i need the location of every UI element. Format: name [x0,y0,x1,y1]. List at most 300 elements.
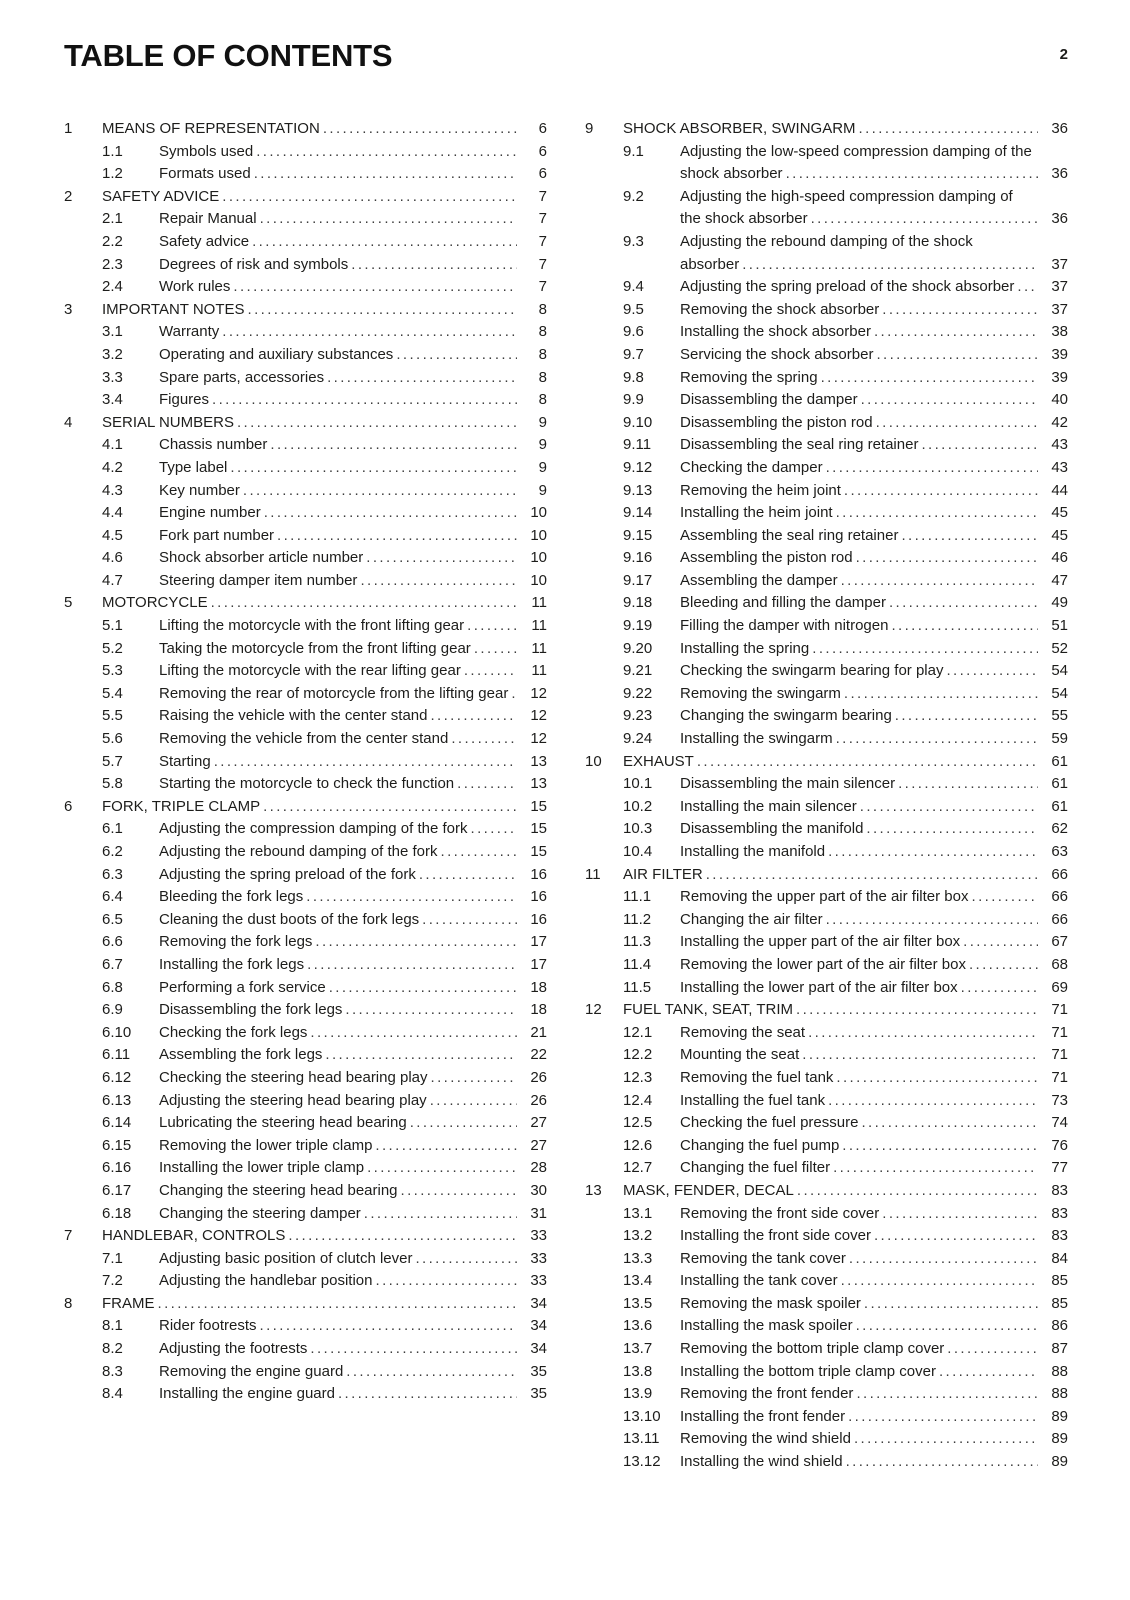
toc-chapter-row [64,796,547,819]
toc-entry-row [585,367,1068,390]
toc-entry-row [64,344,547,367]
entry-body [680,231,1068,276]
entry-title: Starting the motorcycle to check the function [159,775,455,793]
chapter-title: MOTORCYCLE [102,594,208,612]
entry-body [159,525,547,548]
entry-page-ref: 10 [517,502,547,525]
entry-number: 4.4 [102,504,123,522]
entry-title: Chassis number [159,436,268,454]
entry-title: Removing the shock absorber [680,300,880,318]
entry-number: 8.2 [102,1340,123,1358]
entry-page-ref: 27 [517,1112,547,1135]
entry-number: 7.2 [102,1272,123,1290]
entry-page-ref: 13 [517,751,547,774]
entry-title: Operating and auxiliary substances [159,345,394,363]
entry-body [159,886,547,909]
entry-page-ref: 12 [517,728,547,751]
entry-page-ref: 85 [1038,1270,1068,1293]
entry-body [159,1361,547,1384]
entry-title: Adjusting the footrests [159,1340,308,1358]
entry-number: 13.7 [623,1340,653,1358]
entry-number: 5.8 [102,775,123,793]
entry-body [159,570,547,593]
entry-title: Installing the mask spoiler [680,1317,853,1335]
entry-title: Work rules [159,278,231,296]
entry-title: Symbols used [159,142,254,160]
entry-number: 6.13 [102,1091,132,1109]
chapter-page-ref: 8 [517,299,547,322]
entry-title: Adjusting the steering head bearing play [159,1091,427,1109]
entry-title: Removing the front side cover [680,1204,880,1222]
chapter-number: 6 [64,797,73,815]
entry-number: 5.6 [102,730,123,748]
toc-entry-row [64,570,547,593]
entry-body [159,231,547,254]
entry-number: 8.1 [102,1317,123,1335]
chapter-number: 2 [64,187,73,205]
toc-entry-row [585,276,1068,299]
chapter-number: 8 [64,1294,73,1312]
toc-entry-row [585,186,1068,231]
entry-title: Engine number [159,504,261,522]
toc-chapter-row [585,864,1068,887]
entry-page-ref: 85 [1038,1293,1068,1316]
entry-title: Repair Manual [159,210,257,228]
entry-number: 9.10 [623,413,653,431]
entry-body [680,434,1068,457]
chapter-body [102,592,547,615]
entry-body [159,1112,547,1135]
toc-entry-row [64,683,547,706]
chapter-page-ref: 34 [517,1293,547,1316]
entry-page-ref: 8 [517,321,547,344]
entry-page-ref: 8 [517,344,547,367]
entry-body [680,1338,1068,1361]
entry-body [159,502,547,525]
toc-entry-row [64,1044,547,1067]
entry-title: Rider footrests [159,1317,257,1335]
entry-body [680,1451,1068,1474]
toc-chapter-row [64,186,547,209]
entry-title: Checking the damper [680,458,823,476]
entry-body [680,389,1068,412]
entry-page-ref: 71 [1038,1067,1068,1090]
entry-title: Installing the engine guard [159,1385,335,1403]
entry-page-ref: 7 [517,254,547,277]
toc-chapter-row [64,592,547,615]
toc-entry-row [585,1270,1068,1293]
entry-title: Adjusting the high-speed compression damping of the shock absorber [680,187,1013,228]
toc-entry-row [64,1090,547,1113]
entry-number: 6.7 [102,955,123,973]
entry-body [680,141,1068,186]
entry-page-ref: 47 [1038,570,1068,593]
toc-entry-row [64,321,547,344]
entry-body [680,1225,1068,1248]
toc-entry-row [585,389,1068,412]
toc-entry-row [64,931,547,954]
entry-number: 13.1 [623,1204,653,1222]
entry-number: 12.1 [623,1023,653,1041]
entry-number: 3.3 [102,368,123,386]
entry-title: Changing the steering damper [159,1204,361,1222]
entry-title: Installing the lower part of the air filter box [680,978,958,996]
entry-page-ref: 83 [1038,1225,1068,1248]
toc-entry-row [64,705,547,728]
entry-title: Bleeding the fork legs [159,888,304,906]
toc-entry-row [585,525,1068,548]
chapter-body [623,864,1068,887]
entry-number: 5.3 [102,662,123,680]
toc-entry-row [585,141,1068,186]
entry-body [680,1428,1068,1451]
toc-entry-row [585,705,1068,728]
entry-number: 9.24 [623,730,653,748]
toc-entry-row [64,389,547,412]
toc-entry-row [64,547,547,570]
entry-title: Type label [159,458,228,476]
toc-entry-row [585,1293,1068,1316]
toc-entry-row [64,208,547,231]
toc-entry-row [585,1112,1068,1135]
entry-number: 13.9 [623,1385,653,1403]
entry-title: Installing the front fender [680,1407,846,1425]
entry-page-ref: 31 [517,1203,547,1226]
entry-body [680,525,1068,548]
entry-page-ref: 7 [517,276,547,299]
entry-title: Disassembling the piston rod [680,413,873,431]
entry-title: Servicing the shock absorber [680,345,874,363]
entry-page-ref: 61 [1038,796,1068,819]
toc-entry-row [64,1135,547,1158]
entry-number: 8.3 [102,1362,123,1380]
entry-page-ref: 21 [517,1022,547,1045]
toc-entry-row [64,502,547,525]
entry-number: 6.5 [102,910,123,928]
entry-body [159,909,547,932]
entry-page-ref: 73 [1038,1090,1068,1113]
entry-number: 9.18 [623,594,653,612]
toc-entry-row [585,638,1068,661]
entry-number: 11.2 [623,910,652,928]
entry-page-ref: 13 [517,773,547,796]
entry-body [159,141,547,164]
entry-page-ref: 54 [1038,683,1068,706]
toc-entry-row [585,1203,1068,1226]
entry-page-ref: 12 [517,683,547,706]
toc-entry-row [585,1157,1068,1180]
chapter-number: 1 [64,120,73,137]
entry-title: Adjusting the spring preload of the fork [159,865,416,883]
chapter-body [102,412,547,435]
chapter-title: IMPORTANT NOTES [102,300,245,318]
entry-page-ref: 63 [1038,841,1068,864]
entry-number: 11.5 [623,978,652,996]
entry-number: 2.1 [102,210,123,228]
entry-number: 6.3 [102,865,123,883]
entry-body [680,412,1068,435]
toc-entry-row [64,909,547,932]
entry-page-ref: 89 [1038,1428,1068,1451]
entry-title: Removing the heim joint [680,481,841,499]
entry-title: Removing the engine guard [159,1362,344,1380]
entry-body [680,367,1068,390]
entry-title: Adjusting the handlebar position [159,1272,373,1290]
chapter-page-ref: 11 [517,592,547,615]
entry-number: 9.9 [623,391,644,409]
entry-number: 10.2 [623,797,653,815]
entry-number: 9.3 [623,232,644,250]
entry-body [159,818,547,841]
toc-entry-row [585,931,1068,954]
entry-body [159,751,547,774]
entry-body [680,931,1068,954]
chapter-page-ref: 15 [517,796,547,819]
entry-body [680,457,1068,480]
entry-number: 6.6 [102,933,123,951]
entry-title: Assembling the seal ring retainer [680,526,899,544]
entry-number: 4.3 [102,481,123,499]
entry-body [159,1383,547,1406]
entry-body [680,909,1068,932]
entry-number: 9.13 [623,481,653,499]
entry-body [159,1315,547,1338]
entry-title: Checking the fork legs [159,1023,308,1041]
chapter-page-ref: 6 [517,118,547,141]
chapter-title: FORK, TRIPLE CLAMP [102,797,261,815]
toc-column-left [64,118,547,1474]
entry-page-ref: 52 [1038,638,1068,661]
entry-page-ref: 44 [1038,480,1068,503]
page-header [64,38,1068,74]
entry-number: 9.12 [623,458,653,476]
entry-body [159,773,547,796]
entry-number: 13.12 [623,1453,661,1471]
entry-body [159,1157,547,1180]
entry-page-ref: 38 [1038,321,1068,344]
toc-chapter-row [585,1180,1068,1203]
entry-number: 11.1 [623,888,652,906]
entry-number: 9.7 [623,345,644,363]
entry-title: Changing the swingarm bearing [680,707,892,725]
toc-entry-row [64,1361,547,1384]
entry-body [159,1248,547,1271]
page-title: TABLE OF CONTENTS [64,38,393,73]
entry-page-ref: 28 [517,1157,547,1180]
entry-number: 9.14 [623,504,653,522]
entry-body [680,1067,1068,1090]
chapter-body [102,796,547,819]
entry-title: Key number [159,481,240,499]
entry-number: 8.4 [102,1385,123,1403]
entry-number: 4.5 [102,526,123,544]
chapter-title: MEANS OF REPRESENTATION [102,120,320,137]
entry-body [159,954,547,977]
entry-page-ref: 26 [517,1090,547,1113]
entry-body [680,660,1068,683]
entry-title: Assembling the fork legs [159,1046,323,1064]
toc-entry-row [585,480,1068,503]
entry-page-ref: 16 [517,886,547,909]
entry-page-ref: 59 [1038,728,1068,751]
entry-number: 2.4 [102,278,123,296]
entry-page-ref: 68 [1038,954,1068,977]
chapter-body [102,118,547,141]
entry-number: 9.4 [623,278,644,296]
entry-title: Removing the vehicle from the center stand [159,730,449,748]
toc-entry-row [585,818,1068,841]
entry-body [159,1044,547,1067]
toc-entry-row [585,796,1068,819]
chapter-number: 4 [64,413,73,431]
entry-number: 3.4 [102,391,123,409]
entry-title: Installing the manifold [680,843,826,860]
entry-page-ref: 10 [517,570,547,593]
entry-page-ref: 49 [1038,592,1068,615]
entry-title: Removing the front fender [680,1385,854,1403]
entry-number: 12.7 [623,1159,653,1177]
entry-number: 6.18 [102,1204,132,1222]
entry-title: Installing the upper part of the air filter box [680,933,961,951]
toc-entry-row [585,1451,1068,1474]
toc-entry-row [64,1315,547,1338]
entry-title: Removing the mask spoiler [680,1294,861,1312]
entry-page-ref: 26 [517,1067,547,1090]
entry-page-ref: 30 [517,1180,547,1203]
entry-page-ref: 18 [517,977,547,1000]
entry-title: Adjusting the rebound damping of the fork [159,843,438,860]
entry-body [680,886,1068,909]
toc-entry-row [64,480,547,503]
entry-title: Removing the lower part of the air filter box [680,955,966,973]
entry-title: Checking the swingarm bearing for play [680,662,944,680]
entry-number: 9.11 [623,436,652,454]
entry-title: Installing the heim joint [680,504,833,522]
entry-number: 12.5 [623,1114,653,1132]
entry-number: 13.8 [623,1362,653,1380]
entry-title: Starting [159,752,211,770]
toc-entry-row [585,1315,1068,1338]
entry-title: Mounting the seat [680,1046,800,1064]
entry-page-ref: 36 [1038,163,1068,186]
table-of-contents [64,118,1068,1474]
entry-body [159,1180,547,1203]
entry-body [680,592,1068,615]
chapter-body [623,118,1068,141]
entry-page-ref: 37 [1038,276,1068,299]
entry-number: 3.1 [102,323,123,341]
entry-number: 9.23 [623,707,653,725]
chapter-page-ref: 61 [1038,751,1068,774]
toc-entry-row [585,1090,1068,1113]
entry-page-ref: 9 [517,434,547,457]
toc-entry-row [585,592,1068,615]
toc-entry-row [585,502,1068,525]
entry-page-ref: 16 [517,864,547,887]
entry-title: Disassembling the damper [680,391,858,409]
chapter-page-ref: 33 [517,1225,547,1248]
entry-number: 13.5 [623,1294,653,1312]
entry-title: Checking the fuel pressure [680,1114,859,1132]
entry-number: 4.6 [102,549,123,567]
toc-entry-row [64,773,547,796]
entry-number: 1.1 [102,142,123,160]
chapter-number: 5 [64,594,73,612]
toc-entry-row [64,1157,547,1180]
entry-number: 6.12 [102,1068,132,1086]
chapter-title: SHOCK ABSORBER, SWINGARM [623,120,856,137]
entry-page-ref: 6 [517,163,547,186]
entry-page-ref: 34 [517,1315,547,1338]
entry-number: 6.1 [102,820,123,838]
entry-title: Removing the bottom triple clamp cover [680,1340,945,1358]
entry-title: Checking the steering head bearing play [159,1068,428,1086]
entry-number: 6.14 [102,1114,132,1132]
entry-body [159,276,547,299]
entry-body [159,1270,547,1293]
entry-page-ref: 45 [1038,502,1068,525]
toc-entry-row [585,1338,1068,1361]
toc-entry-row [585,434,1068,457]
entry-page-ref: 34 [517,1338,547,1361]
chapter-number: 3 [64,300,73,318]
entry-page-ref: 15 [517,841,547,864]
entry-number: 13.6 [623,1317,653,1335]
toc-chapter-row [64,118,547,141]
entry-number: 12.3 [623,1068,653,1086]
toc-entry-row [64,751,547,774]
entry-number: 6.2 [102,843,123,860]
entry-title: Assembling the damper [680,571,838,589]
entry-body [680,1112,1068,1135]
entry-body [680,1022,1068,1045]
chapter-page-ref: 36 [1038,118,1068,141]
entry-title: Disassembling the manifold [680,820,864,838]
entry-page-ref: 43 [1038,457,1068,480]
entry-page-ref: 83 [1038,1203,1068,1226]
entry-number: 12.6 [623,1136,653,1154]
toc-entry-row [64,1112,547,1135]
toc-entry-row [64,638,547,661]
toc-entry-row [585,660,1068,683]
entry-body [159,999,547,1022]
entry-body [680,841,1068,864]
chapter-body [623,999,1068,1022]
entry-body [680,773,1068,796]
toc-column-right [585,118,1068,1474]
entry-page-ref: 39 [1038,344,1068,367]
entry-number: 9.17 [623,571,653,589]
entry-number: 10.1 [623,775,653,793]
entry-number: 5.7 [102,752,123,770]
entry-title: Removing the seat [680,1023,806,1041]
entry-number: 13.2 [623,1227,653,1245]
toc-entry-row [64,818,547,841]
toc-entry-row [64,615,547,638]
entry-title: Installing the swingarm [680,730,833,748]
chapter-number: 9 [585,120,594,137]
entry-title: Installing the spring [680,639,810,657]
entry-title: Installing the front side cover [680,1227,871,1245]
entry-page-ref: 42 [1038,412,1068,435]
toc-entry-row [585,615,1068,638]
toc-entry-row [585,954,1068,977]
toc-entry-row [64,163,547,186]
entry-page-ref: 39 [1038,367,1068,390]
entry-number: 4.2 [102,458,123,476]
entry-body [680,1270,1068,1293]
toc-entry-row [585,841,1068,864]
